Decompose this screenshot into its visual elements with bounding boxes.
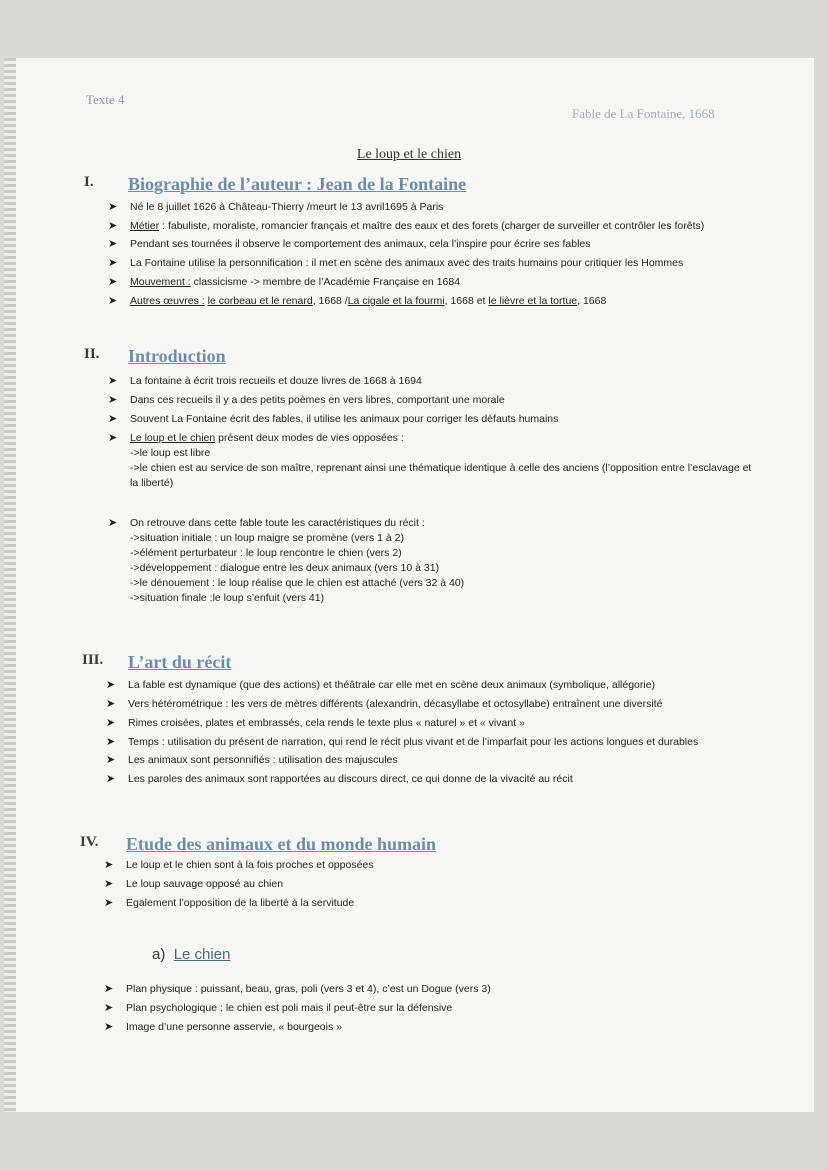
- text-number: Texte 4: [86, 92, 125, 107]
- bullet-arrow-icon: ➤: [108, 375, 118, 387]
- bullet-arrow-icon: ➤: [106, 754, 116, 766]
- bullet-arrow-icon: ➤: [106, 773, 116, 785]
- section-1-number: I.: [84, 174, 94, 190]
- list-item: ➤ Temps : utilisation du présent de narration, qui rend le récit plus vivant et de l’imparfait pour les actions longues et durables: [106, 736, 699, 748]
- list-item: ➤ Les animaux sont personnifiés : utilisation des majuscules: [106, 754, 398, 766]
- section-2-number: II.: [84, 346, 100, 362]
- bullet-arrow-icon: ➤: [108, 220, 118, 232]
- list-item: ➤ Dans ces recueils il y a des petits poèmes en vers libres, comportant une morale: [108, 394, 505, 406]
- list-item: ➤ Métier : fabuliste, moraliste, romancier français et maître des eaux et des forets (charger de surveiller et contrôler les forêts): [108, 220, 705, 232]
- bullet-arrow-icon: ➤: [108, 413, 118, 425]
- bullet-arrow-icon: ➤: [108, 201, 118, 213]
- bullet-arrow-icon: ➤: [106, 736, 116, 748]
- bullet-arrow-icon: ➤: [108, 257, 118, 269]
- subsection-a-list: [104, 982, 754, 1039]
- bullet-arrow-icon: ➤: [106, 717, 116, 729]
- fable-source: Fable de La Fontaine, 1668: [572, 106, 715, 121]
- list-item: ➤ Plan psychologique : le chien est poli mais il peut-être sur la défensive: [104, 1002, 453, 1014]
- bullet-arrow-icon: ➤: [104, 897, 114, 909]
- bullet-arrow-icon: ➤: [104, 1021, 114, 1033]
- document-page: [4, 58, 814, 1112]
- section-3-number: III.: [82, 652, 104, 668]
- section-4-list: [104, 858, 754, 915]
- list-item: ➤ La Fontaine utilise la personnification : il met en scène des animaux avec des traits humains pour critiquer les Hommes: [108, 257, 684, 269]
- bullet-arrow-icon: ➤: [106, 679, 116, 691]
- list-item: ➤ Souvent La Fontaine écrit des fables, il utilise les animaux pour corriger les défauts humains: [108, 413, 559, 425]
- list-item: ➤ Image d’une personne asservie, « bourgeois »: [104, 1021, 342, 1033]
- list-item: ➤ Rimes croisées, plates et embrassés, cela rends le texte plus « naturel » et « vivant »: [106, 717, 525, 729]
- list-item: ➤ Plan physique : puissant, beau, gras, poli (vers 3 et 4), c’est un Dogue (vers 3): [104, 983, 491, 995]
- list-item: ➤ Les paroles des animaux sont rapportées au discours direct, ce qui donne de la vivacité au récit: [106, 773, 573, 785]
- bullet-arrow-icon: ➤: [104, 983, 114, 995]
- bullet-arrow-icon: ➤: [108, 432, 118, 444]
- bullet-arrow-icon: ➤: [108, 295, 118, 307]
- binding-edge: [4, 58, 16, 1112]
- section-1-list: [108, 200, 758, 313]
- bullet-arrow-icon: ➤: [106, 698, 116, 710]
- list-item: ➤ Egalement l’opposition de la liberté à la servitude: [104, 897, 355, 909]
- bullet-arrow-icon: ➤: [104, 859, 114, 871]
- section-2-recit-list: [108, 516, 758, 610]
- bullet-arrow-icon: ➤: [108, 276, 118, 288]
- bullet-arrow-icon: ➤: [108, 394, 118, 406]
- section-2-heading: Introduction: [128, 346, 226, 366]
- bullet-arrow-icon: ➤: [104, 878, 114, 890]
- section-2-list: [108, 374, 758, 495]
- list-item: ➤ Mouvement : classicisme -> membre de l’Académie Française en 1684: [108, 276, 461, 288]
- list-item: ➤ Vers hétérométrique : les vers de mètres différents (alexandrin, décasyllabe et octosyllabe) entraînent une diversité: [106, 698, 663, 710]
- list-item: ➤ La fable est dynamique (que des actions) et théâtrale car elle met en scène deux animaux (symbolique, allégorie): [106, 679, 656, 691]
- section-4-number: IV.: [80, 834, 99, 850]
- bullet-arrow-icon: ➤: [108, 238, 118, 250]
- list-item: ➤ Le loup et le chien présent deux modes de vies opposées : ->le loup est libre ->le chien est au service de son maître, reprenant ainsi une thématique identique à celle des anciens (l’opposition entre l’esclavage et la liberté): [108, 432, 752, 489]
- subsection-a-heading: a) Le chien: [152, 946, 231, 963]
- list-item: ➤ Le loup et le chien sont à la fois proches et opposées: [104, 859, 374, 871]
- section-3-list: [106, 678, 756, 791]
- document-title: Le loup et le chien: [356, 147, 462, 162]
- section-1-heading: Biographie de l’auteur : Jean de la Fontaine: [128, 174, 467, 194]
- list-item: ➤ On retrouve dans cette fable toute les caractéristiques du récit : ->situation initiale : un loup maigre se promène (vers 1 à 2) ->élément perturbateur : le loup rencontre le chien (vers 2) ->développement : dialogue entre les deux animaux (vers 10 à 31) ->le dénouement : le loup réalise que le chien est attaché (vers 32 à 40) ->situation finale :le loup s’enfuit (vers 41): [108, 517, 465, 604]
- bullet-arrow-icon: ➤: [108, 517, 118, 529]
- list-item: ➤ Né le 8 juillet 1626 à Château-Thierry /meurt le 13 avril1695 à Paris: [108, 201, 444, 213]
- section-4-heading: Etude des animaux et du monde humain: [126, 834, 437, 854]
- section-3-heading: L’art du récit: [128, 652, 232, 672]
- list-item: ➤ Le loup sauvage opposé au chien: [104, 878, 284, 890]
- list-item: ➤ Pendant ses tournées il observe le comportement des animaux, cela l’inspire pour écrire ses fables: [108, 238, 591, 250]
- list-item: ➤ La fontaine à écrit trois recueils et douze livres de 1668 à 1694: [108, 375, 422, 387]
- list-item: ➤ Autres œuvres : le corbeau et le renard, 1668 /La cigale et la fourmi, 1668 et le lièvre et la tortue, 1668: [108, 295, 607, 307]
- bullet-arrow-icon: ➤: [104, 1002, 114, 1014]
